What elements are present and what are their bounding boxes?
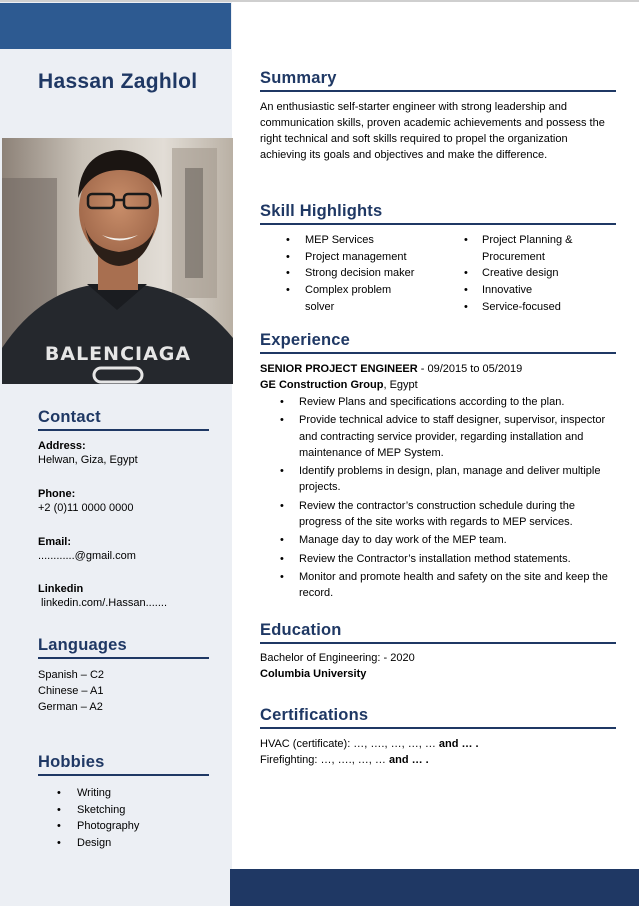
skill-item: • Innovative	[437, 282, 612, 299]
skill-item: • Project Planning & Procurement	[437, 232, 612, 265]
job-title-line	[260, 361, 616, 377]
education-degree: Bachelor of Engineering: - 2020	[260, 652, 415, 664]
address-label: Address:	[38, 440, 86, 452]
phone-label: Phone:	[38, 488, 76, 500]
certification-text: HVAC (certificate): …, …., …, …, …	[260, 738, 439, 750]
job-entry	[260, 361, 616, 604]
duty-item: • Manage day to day work of the MEP team.	[260, 532, 616, 548]
job-company-line	[260, 377, 616, 393]
hobby-item: • Writing	[38, 785, 218, 802]
duty-item: • Review the contractor’s construction schedule during the progress of the site works with regards to MEP services.	[260, 498, 616, 531]
skill-item: • Creative design	[437, 265, 612, 282]
contact-heading: Contact	[38, 408, 209, 431]
language-item: German – A2	[38, 701, 103, 713]
job-location: , Egypt	[383, 379, 418, 391]
summary-text: An enthusiastic self-starter engineer with strong leadership and communication skills, proven academic achievements and possess the right technical and soft skills required to propel the organization achieving its goals and objectives and make the difference.	[260, 101, 605, 161]
email-value: ............@gmail.com	[38, 550, 136, 562]
summary-section	[260, 69, 616, 92]
hobby-item: • Sketching	[38, 802, 218, 819]
languages-heading: Languages	[38, 636, 209, 659]
duty-item: • Monitor and promote health and safety on the site and keep the record.	[260, 569, 616, 602]
bottom-accent-bar	[230, 869, 639, 906]
candidate-name: Hassan Zaghlol	[38, 70, 198, 93]
email-block	[38, 536, 218, 564]
skill-item: • Strong decision maker	[260, 265, 437, 282]
certifications-section	[260, 706, 616, 729]
hobby-item: • Design	[38, 835, 218, 852]
certification-suffix: and … .	[438, 738, 479, 750]
certifications-list	[260, 736, 616, 768]
language-item: Chinese – A1	[38, 685, 104, 697]
phone-value: +2 (0)11 0000 0000	[38, 502, 134, 514]
hobbies-section	[38, 753, 209, 776]
duty-item: • Review the Contractor’s installation method statements.	[260, 551, 616, 567]
skills-heading: Skill Highlights	[260, 202, 616, 225]
top-accent-bar	[0, 3, 231, 49]
hobbies-block	[38, 785, 218, 851]
experience-section	[260, 331, 616, 354]
email-label: Email:	[38, 536, 72, 548]
certifications-heading: Certifications	[260, 706, 616, 729]
hobbies-heading: Hobbies	[38, 753, 209, 776]
certification-text: Firefighting: …, …., …, …	[260, 754, 389, 766]
skills-section	[260, 202, 616, 225]
certification-suffix: and … .	[388, 754, 429, 766]
job-title: SENIOR PROJECT ENGINEER	[260, 363, 418, 375]
job-dates: - 09/2015 to 05/2019	[417, 363, 523, 375]
hobby-item: • Photography	[38, 818, 218, 835]
skills-right-column	[437, 232, 612, 316]
education-heading: Education	[260, 621, 616, 644]
address-block	[38, 440, 218, 468]
job-company: GE Construction Group	[260, 379, 384, 391]
address-value: Helwan, Giza, Egypt	[38, 454, 138, 466]
skill-item: • Complex problem solver	[260, 282, 410, 315]
linkedin-value: linkedin.com/.Hassan.......	[38, 597, 167, 609]
skills-columns	[260, 232, 616, 316]
skill-item: • MEP Services	[260, 232, 437, 249]
skills-left-column	[260, 232, 437, 316]
language-item: Spanish – C2	[38, 669, 105, 681]
contact-section	[38, 408, 209, 431]
svg-text:BALENCIAGA: BALENCIAGA	[44, 343, 192, 365]
experience-heading: Experience	[260, 331, 616, 354]
education-school: Columbia University	[260, 668, 367, 680]
duty-item: • Provide technical advice to staff designer, supervisor, inspector and contracting service provider, regarding installation and maintenance of MEP System.	[260, 412, 616, 461]
education-entry	[260, 650, 616, 682]
phone-block	[38, 488, 218, 516]
certification-item	[260, 752, 616, 768]
linkedin-label: Linkedin	[38, 583, 84, 595]
languages-section	[38, 636, 209, 659]
languages-list	[38, 667, 218, 715]
duty-item: • Review Plans and specifications according to the plan.	[260, 394, 616, 410]
summary-heading: Summary	[260, 69, 616, 92]
job-duties	[260, 394, 616, 602]
education-section	[260, 621, 616, 644]
duty-item: • Identify problems in design, plan, manage and deliver multiple projects.	[260, 463, 616, 496]
skill-item: • Service-focused	[437, 299, 612, 316]
skill-item: • Project management	[260, 249, 437, 266]
hobbies-list	[38, 785, 218, 851]
linkedin-block	[38, 583, 218, 611]
certification-item	[260, 736, 616, 752]
profile-photo	[2, 138, 233, 384]
